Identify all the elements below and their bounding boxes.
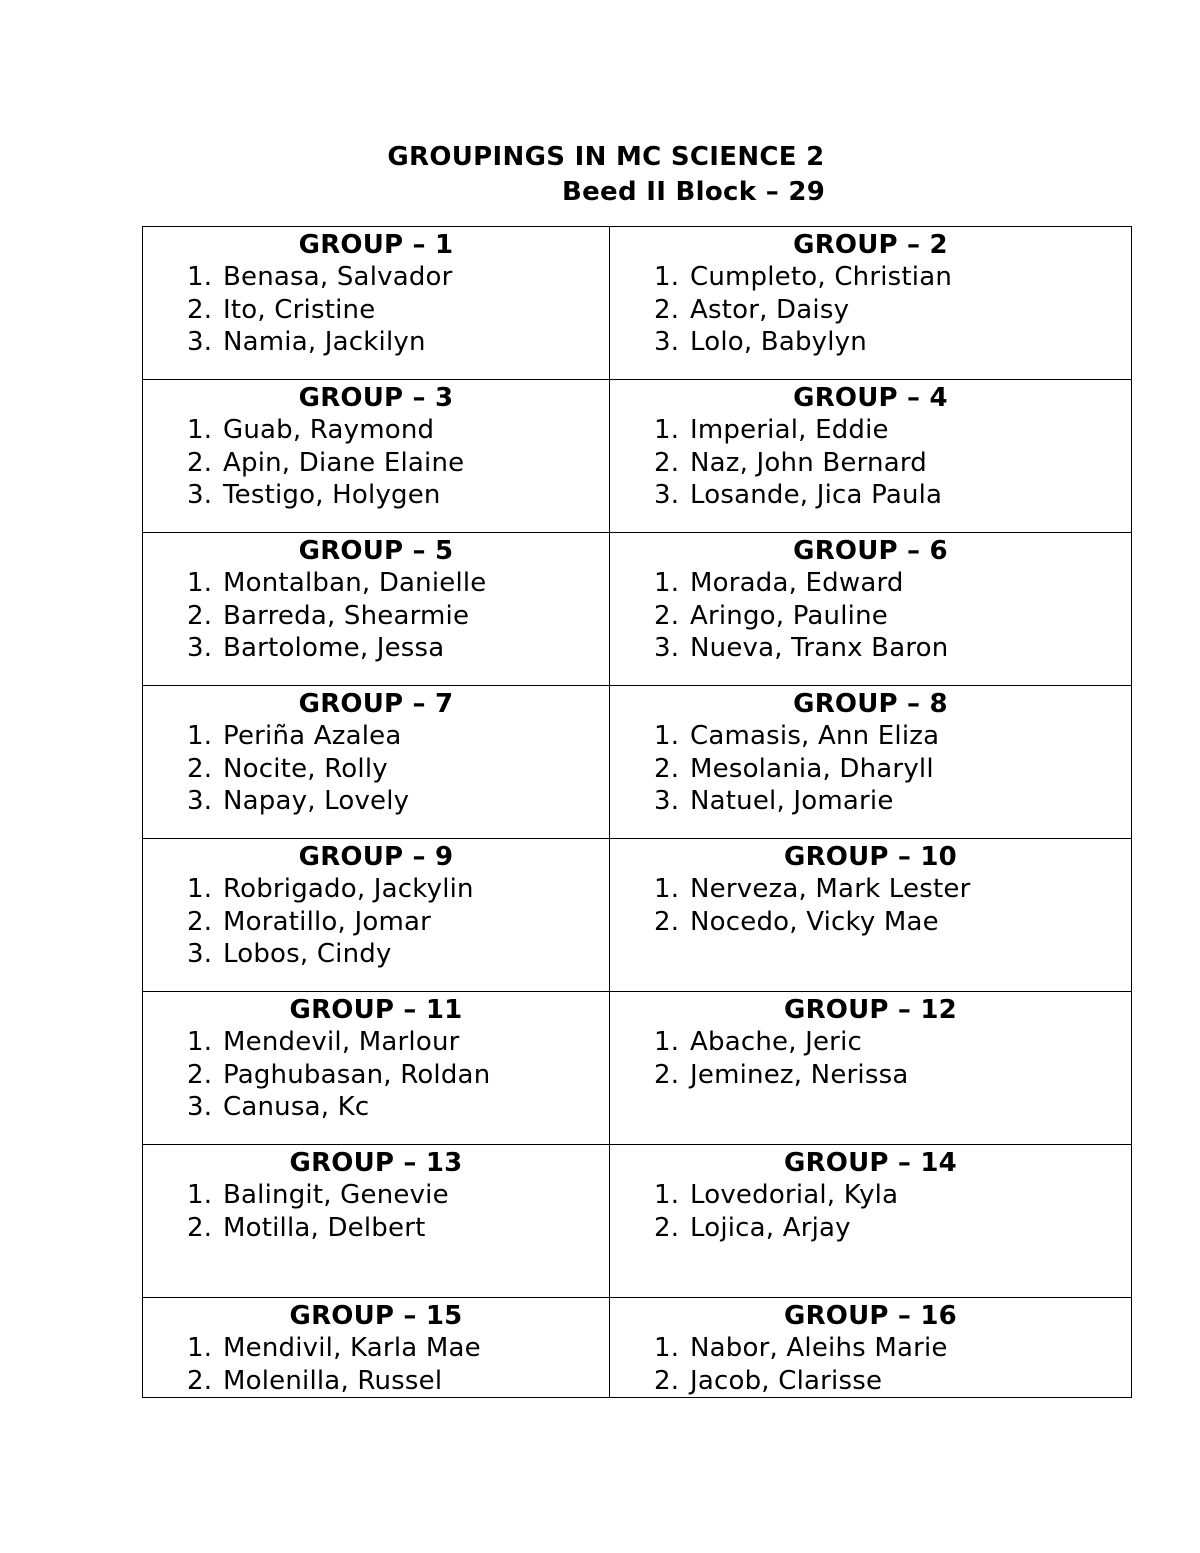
member-name: Montalban, Danielle [223, 568, 487, 598]
member-number: 1. [187, 721, 213, 751]
member-number: 1. [187, 262, 213, 292]
group-row [143, 227, 1132, 380]
member-item [187, 1026, 609, 1059]
member-name: Nocite, Rolly [223, 753, 388, 784]
member-number: 2. [654, 753, 680, 784]
member-name: Nueva, Tranx Baron [690, 633, 949, 663]
member-name: Apin, Diane Elaine [223, 447, 465, 478]
member-list [143, 1179, 609, 1244]
member-number: 3. [187, 939, 213, 969]
member-name: Benasa, Salvador [223, 262, 453, 292]
member-number: 3. [654, 786, 680, 816]
member-number: 2. [187, 1059, 213, 1090]
member-number: 1. [654, 568, 680, 598]
group-cell [610, 686, 1132, 839]
member-name: Mendevil, Marlour [223, 1027, 460, 1057]
member-name: Testigo, Holygen [223, 480, 441, 510]
group-cell [143, 1298, 610, 1398]
member-name: Bartolome, Jessa [223, 633, 445, 663]
member-item [654, 632, 1131, 665]
member-item [187, 1332, 609, 1365]
group-title: GROUP – 5 [298, 536, 454, 566]
member-number: 2. [187, 447, 213, 478]
member-number: 3. [654, 480, 680, 510]
member-item [187, 1091, 609, 1124]
member-number: 2. [654, 906, 680, 937]
group-title: GROUP – 12 [784, 995, 957, 1025]
group-cell [143, 686, 610, 839]
group-cell [143, 533, 610, 686]
member-list [143, 720, 609, 818]
member-name: Camasis, Ann Eliza [690, 721, 940, 751]
member-item [654, 785, 1131, 818]
member-item [187, 906, 609, 939]
member-item [654, 326, 1131, 359]
member-name: Canusa, Kc [223, 1092, 370, 1122]
member-item [187, 326, 609, 359]
member-number: 1. [654, 415, 680, 445]
member-number: 1. [187, 1333, 213, 1363]
member-item [654, 1332, 1131, 1365]
member-name: Losande, Jica Paula [690, 480, 943, 510]
member-name: Jeminez, Nerissa [690, 1059, 909, 1090]
group-title: GROUP – 3 [298, 383, 454, 413]
member-name: Natuel, Jomarie [690, 786, 894, 816]
group-title: GROUP – 9 [298, 842, 454, 872]
group-cell [610, 1298, 1132, 1398]
member-number: 3. [187, 327, 213, 357]
group-title: GROUP – 8 [793, 689, 948, 719]
member-name: Jacob, Clarisse [690, 1365, 883, 1396]
member-item [654, 1179, 1131, 1212]
member-item [654, 294, 1131, 327]
member-list [143, 567, 609, 665]
member-number: 3. [654, 327, 680, 357]
member-item [187, 1365, 609, 1398]
member-item [654, 753, 1131, 786]
group-title: GROUP – 2 [793, 230, 948, 260]
member-item [187, 414, 609, 447]
group-title: GROUP – 1 [298, 230, 454, 260]
member-item [654, 261, 1131, 294]
member-name: Ito, Cristine [223, 294, 376, 325]
group-title: GROUP – 4 [793, 383, 948, 413]
groups-table [142, 226, 1132, 1398]
member-number: 3. [654, 633, 680, 663]
member-list [610, 1026, 1131, 1091]
member-list [143, 873, 609, 971]
member-item [654, 1026, 1131, 1059]
member-item [187, 720, 609, 753]
group-cell [610, 1145, 1132, 1298]
member-name: Mendivil, Karla Mae [223, 1333, 481, 1363]
member-list [143, 1332, 609, 1397]
member-name: Molenilla, Russel [223, 1365, 443, 1396]
member-number: 3. [187, 1092, 213, 1122]
member-name: Barreda, Shearmie [223, 600, 470, 631]
member-item [187, 873, 609, 906]
member-name: Lojica, Arjay [690, 1212, 851, 1243]
member-number: 2. [654, 447, 680, 478]
member-item [187, 938, 609, 971]
group-cell [610, 533, 1132, 686]
group-cell [610, 227, 1132, 380]
member-item [654, 1365, 1131, 1398]
group-cell [610, 992, 1132, 1145]
group-cell [143, 992, 610, 1145]
member-list [610, 261, 1131, 359]
member-list [610, 873, 1131, 938]
member-name: Cumpleto, Christian [690, 262, 953, 292]
member-item [187, 632, 609, 665]
member-name: Nocedo, Vicky Mae [690, 906, 939, 937]
groups-table-body [143, 227, 1132, 1398]
member-name: Mesolania, Dharyll [690, 753, 934, 784]
member-item [654, 447, 1131, 480]
member-name: Nerveza, Mark Lester [690, 874, 971, 904]
group-row [143, 839, 1132, 992]
member-number: 1. [654, 262, 680, 292]
group-row [143, 992, 1132, 1145]
member-number: 3. [187, 633, 213, 663]
member-name: Lobos, Cindy [223, 939, 392, 969]
member-number: 1. [187, 1027, 213, 1057]
group-title: GROUP – 15 [289, 1301, 463, 1331]
member-number: 1. [187, 415, 213, 445]
member-item [654, 873, 1131, 906]
group-title: GROUP – 10 [784, 842, 957, 872]
group-cell [610, 839, 1132, 992]
group-title: GROUP – 13 [289, 1148, 463, 1178]
member-item [187, 294, 609, 327]
group-row [143, 533, 1132, 686]
member-number: 1. [654, 721, 680, 751]
member-number: 2. [187, 753, 213, 784]
member-item [654, 906, 1131, 939]
member-item [654, 600, 1131, 633]
member-name: Napay, Lovely [223, 786, 410, 816]
member-name: Balingit, Genevie [223, 1180, 449, 1210]
member-number: 2. [187, 1365, 213, 1396]
member-number: 1. [654, 874, 680, 904]
member-number: 2. [654, 294, 680, 325]
document-subtitle: Beed II Block – 29 [562, 177, 826, 207]
group-row [143, 686, 1132, 839]
group-title: GROUP – 14 [784, 1148, 957, 1178]
member-number: 2. [654, 1059, 680, 1090]
member-number: 3. [187, 480, 213, 510]
group-row [143, 1298, 1132, 1398]
member-item [187, 1059, 609, 1092]
member-number: 1. [654, 1333, 680, 1363]
member-name: Namia, Jackilyn [223, 327, 426, 357]
member-name: Astor, Daisy [690, 294, 850, 325]
member-name: Nabor, Aleihs Marie [690, 1333, 948, 1363]
member-item [654, 720, 1131, 753]
group-cell [610, 380, 1132, 533]
member-item [187, 447, 609, 480]
group-title: GROUP – 7 [298, 689, 454, 719]
member-item [187, 479, 609, 512]
group-cell [143, 380, 610, 533]
member-list [610, 720, 1131, 818]
group-title: GROUP – 11 [289, 995, 463, 1025]
group-cell [143, 227, 610, 380]
member-name: Motilla, Delbert [223, 1212, 426, 1243]
member-number: 1. [187, 1180, 213, 1210]
member-item [187, 567, 609, 600]
member-list [143, 1026, 609, 1124]
member-name: Lolo, Babylyn [690, 327, 867, 357]
document-title: GROUPINGS IN MC SCIENCE 2 [387, 142, 825, 172]
member-number: 2. [187, 1212, 213, 1243]
member-name: Morada, Edward [690, 568, 904, 598]
member-name: Moratillo, Jomar [223, 906, 431, 937]
group-row [143, 1145, 1132, 1298]
member-item [187, 261, 609, 294]
member-name: Lovedorial, Kyla [690, 1180, 899, 1210]
group-cell [143, 839, 610, 992]
member-name: Naz, John Bernard [690, 447, 927, 478]
group-cell [143, 1145, 610, 1298]
member-item [654, 479, 1131, 512]
member-list [610, 414, 1131, 512]
member-name: Paghubasan, Roldan [223, 1059, 491, 1090]
member-item [654, 414, 1131, 447]
member-number: 2. [187, 600, 213, 631]
member-name: Periña Azalea [223, 721, 402, 751]
group-title: GROUP – 6 [793, 536, 948, 566]
member-number: 2. [654, 1212, 680, 1243]
member-number: 1. [187, 568, 213, 598]
member-name: Abache, Jeric [690, 1027, 862, 1057]
member-item [187, 1212, 609, 1245]
member-item [187, 785, 609, 818]
member-name: Aringo, Pauline [690, 600, 888, 631]
group-title: GROUP – 16 [784, 1301, 957, 1331]
member-list [610, 1179, 1131, 1244]
member-item [187, 753, 609, 786]
member-item [187, 600, 609, 633]
member-number: 2. [654, 1365, 680, 1396]
member-name: Robrigado, Jackylin [223, 874, 474, 904]
member-number: 3. [187, 786, 213, 816]
member-number: 1. [187, 874, 213, 904]
member-list [610, 567, 1131, 665]
group-row [143, 380, 1132, 533]
member-name: Imperial, Eddie [690, 415, 889, 445]
member-item [654, 567, 1131, 600]
member-list [143, 414, 609, 512]
member-name: Guab, Raymond [223, 415, 435, 445]
member-number: 1. [654, 1180, 680, 1210]
member-item [654, 1212, 1131, 1245]
member-list [610, 1332, 1131, 1397]
member-number: 2. [187, 294, 213, 325]
member-number: 2. [654, 600, 680, 631]
member-number: 2. [187, 906, 213, 937]
member-item [187, 1179, 609, 1212]
member-list [143, 261, 609, 359]
member-item [654, 1059, 1131, 1092]
member-number: 1. [654, 1027, 680, 1057]
